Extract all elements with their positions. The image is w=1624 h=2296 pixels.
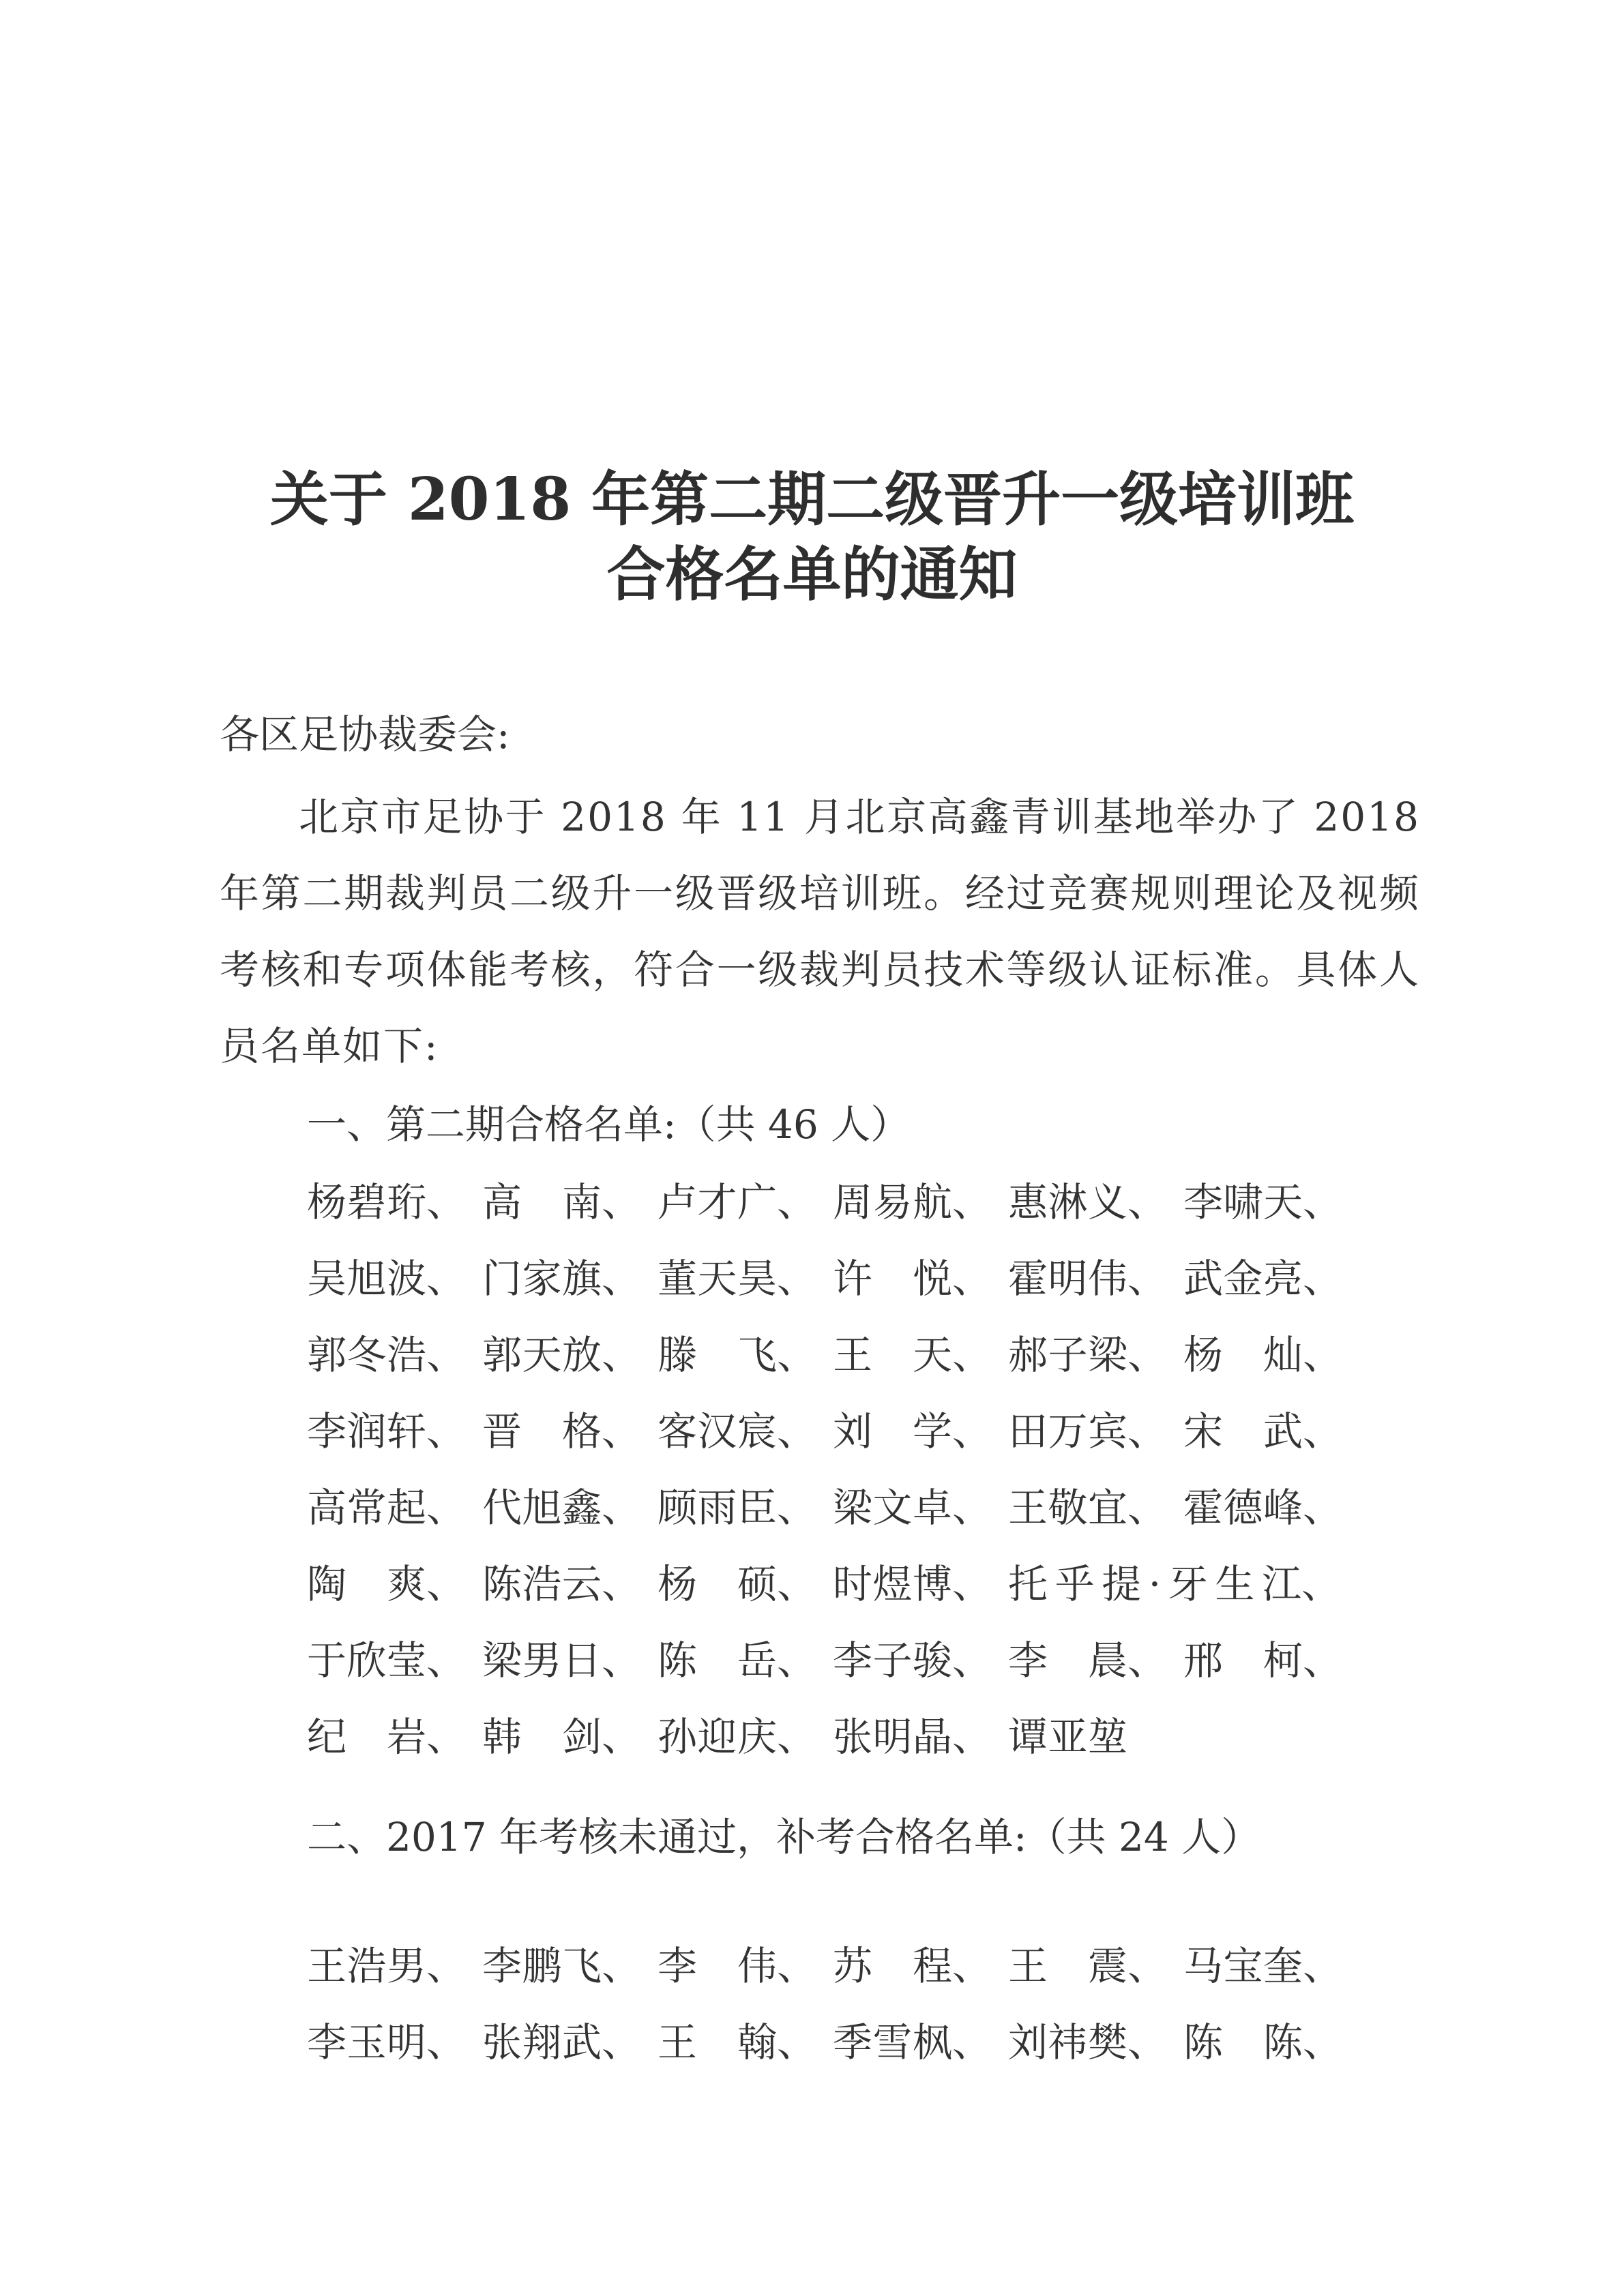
name-separator: 、 — [426, 1561, 467, 1607]
name-separator: 、 — [602, 1179, 642, 1225]
name-row — [307, 1619, 1398, 1695]
name-separator: 、 — [952, 2019, 992, 2066]
name-separator: 、 — [426, 1485, 467, 1531]
name-separator: 、 — [777, 2019, 817, 2066]
name-separator: 、 — [777, 1637, 817, 1684]
person-name: 客汉宸 — [658, 1408, 777, 1455]
name-separator: 、 — [952, 1637, 992, 1684]
person-name: 吴旭波 — [307, 1255, 426, 1302]
name-separator: 、 — [952, 1332, 992, 1378]
person-name: 邢 柯 — [1183, 1637, 1303, 1684]
name-separator: 、 — [602, 1408, 642, 1455]
name-separator: 、 — [1303, 1179, 1343, 1225]
name-separator: 、 — [1127, 1408, 1168, 1455]
name-separator: 、 — [602, 1332, 642, 1378]
document-title-line-2: 合格名单的通知 — [606, 540, 1018, 609]
person-name: 王敬宜 — [1008, 1485, 1127, 1531]
name-separator: 、 — [602, 1943, 642, 1989]
name-row — [307, 1161, 1398, 1237]
person-name: 董天昊 — [658, 1255, 777, 1302]
person-name: 霍德峰 — [1183, 1485, 1303, 1531]
name-separator: 、 — [1127, 1179, 1168, 1225]
person-name: 梁男日 — [482, 1637, 602, 1684]
person-name: 陈浩云 — [482, 1561, 602, 1607]
person-name: 李润轩 — [307, 1408, 426, 1455]
person-name: 李玉明 — [307, 2019, 426, 2066]
name-row — [307, 1237, 1398, 1313]
name-separator: 、 — [1127, 1485, 1168, 1531]
name-separator: 、 — [952, 1485, 992, 1531]
name-separator: 、 — [426, 1714, 467, 1760]
name-separator: 、 — [1127, 1943, 1168, 1989]
person-name: 武金亮 — [1183, 1255, 1303, 1302]
person-name: 张翔武 — [482, 2019, 602, 2066]
person-name: 李子骏 — [833, 1637, 952, 1684]
name-separator: 、 — [777, 1561, 817, 1607]
person-name: 托乎提·牙生江 — [1008, 1561, 1301, 1607]
person-name: 代旭鑫 — [482, 1485, 602, 1531]
person-name: 霍明伟 — [1008, 1255, 1127, 1302]
name-separator: 、 — [426, 2019, 467, 2066]
person-name: 谭亚堃 — [1008, 1714, 1127, 1760]
section2-name-list — [307, 1924, 1398, 2077]
person-name: 郭冬浩 — [307, 1332, 426, 1378]
name-separator: 、 — [1303, 1255, 1343, 1302]
person-name: 张明晶 — [833, 1714, 952, 1760]
name-separator: 、 — [1301, 1561, 1342, 1607]
name-separator: 、 — [777, 1255, 817, 1302]
name-row — [307, 1466, 1398, 1542]
person-name: 门家旗 — [482, 1255, 602, 1302]
name-row — [307, 2001, 1398, 2077]
person-name: 高 南 — [482, 1179, 602, 1225]
person-name: 陈 陈 — [1183, 2019, 1303, 2066]
person-name: 李 伟 — [658, 1943, 777, 1989]
name-separator: 、 — [777, 1485, 817, 1531]
name-separator: 、 — [602, 2019, 642, 2066]
person-name: 梁文卓 — [833, 1485, 952, 1531]
person-name: 高常起 — [307, 1485, 426, 1531]
name-separator: 、 — [952, 1255, 992, 1302]
person-name: 晋 格 — [482, 1408, 602, 1455]
person-name: 陈 岳 — [658, 1637, 777, 1684]
name-separator: 、 — [426, 1332, 467, 1378]
name-separator: 、 — [1303, 2019, 1343, 2066]
person-name: 季雪枫 — [833, 2019, 952, 2066]
person-name: 宋 武 — [1183, 1408, 1303, 1455]
name-separator: 、 — [426, 1408, 467, 1455]
person-name: 卢才广 — [658, 1179, 777, 1225]
person-name: 陶 爽 — [307, 1561, 426, 1607]
body-paragraph: 北京市足协于 2018 年 11 月北京高鑫青训基地举办了 2018 年第二期裁判员二级升一级晋级培训班。经过竞赛规则理论及视频考核和专项体能考核，符合一级裁判员技术等级认证标准。具体人员名单如下: — [220, 794, 1420, 1069]
name-separator: 、 — [1303, 1408, 1343, 1455]
name-separator: 、 — [1127, 2019, 1168, 2066]
name-separator: 、 — [426, 1637, 467, 1684]
person-name: 顾雨臣 — [658, 1485, 777, 1531]
person-name: 马宝奎 — [1183, 1943, 1303, 1989]
person-name: 王浩男 — [307, 1943, 426, 1989]
name-separator: 、 — [777, 1179, 817, 1225]
person-name: 韩 剑 — [482, 1714, 602, 1760]
person-name: 滕 飞 — [658, 1332, 777, 1378]
name-separator: 、 — [1303, 1485, 1343, 1531]
section1-name-list — [307, 1161, 1398, 1772]
person-name: 郭天放 — [482, 1332, 602, 1378]
person-name: 王 翰 — [658, 2019, 777, 2066]
name-row — [307, 1313, 1398, 1390]
person-name: 纪 岩 — [307, 1714, 426, 1760]
name-separator: 、 — [426, 1255, 467, 1302]
name-row — [307, 1924, 1398, 2001]
name-separator: 、 — [952, 1943, 992, 1989]
person-name: 惠淋义 — [1008, 1179, 1127, 1225]
name-separator: 、 — [952, 1179, 992, 1225]
name-separator: 、 — [602, 1561, 642, 1607]
name-separator: 、 — [777, 1332, 817, 1378]
salutation: 各区足协裁委会: — [220, 711, 510, 758]
name-separator: 、 — [602, 1255, 642, 1302]
name-separator: 、 — [1127, 1332, 1168, 1378]
name-separator: 、 — [1303, 1637, 1343, 1684]
name-row — [307, 1695, 1398, 1772]
name-separator: 、 — [602, 1485, 642, 1531]
person-name: 杨 硕 — [658, 1561, 777, 1607]
person-name: 杨碧珩 — [307, 1179, 426, 1225]
name-separator: 、 — [426, 1179, 467, 1225]
person-name: 杨 灿 — [1183, 1332, 1303, 1378]
name-separator: 、 — [1303, 1332, 1343, 1378]
person-name: 于欣莹 — [307, 1637, 426, 1684]
name-separator: 、 — [602, 1714, 642, 1760]
person-name: 周易航 — [833, 1179, 952, 1225]
person-name: 王 震 — [1008, 1943, 1127, 1989]
name-separator: 、 — [426, 1943, 467, 1989]
name-separator: 、 — [777, 1943, 817, 1989]
name-separator: 、 — [777, 1714, 817, 1760]
person-name: 刘祎樊 — [1008, 2019, 1127, 2066]
name-separator: 、 — [1303, 1943, 1343, 1989]
name-row — [307, 1390, 1398, 1466]
person-name: 时煜博 — [833, 1561, 952, 1607]
name-separator: 、 — [602, 1637, 642, 1684]
name-separator: 、 — [777, 1408, 817, 1455]
person-name: 王 天 — [833, 1332, 952, 1378]
person-name: 田万宾 — [1008, 1408, 1127, 1455]
section2-heading: 二、2017 年考核未通过，补考合格名单:（共 24 人） — [307, 1814, 1261, 1860]
name-separator: 、 — [1127, 1637, 1168, 1684]
name-separator: 、 — [1127, 1255, 1168, 1302]
person-name: 李啸天 — [1183, 1179, 1303, 1225]
name-separator: 、 — [952, 1714, 992, 1760]
document-title-line-1: 关于 2018 年第二期二级晋升一级培训班 — [269, 465, 1355, 534]
name-separator: 、 — [952, 1408, 992, 1455]
person-name: 刘 学 — [833, 1408, 952, 1455]
name-row — [307, 1542, 1398, 1619]
person-name: 郝子梁 — [1008, 1332, 1127, 1378]
name-separator: 、 — [952, 1561, 992, 1607]
person-name: 孙迎庆 — [658, 1714, 777, 1760]
section1-heading: 一、第二期合格名单:（共 46 人） — [307, 1101, 911, 1148]
person-name: 许 悦 — [833, 1255, 952, 1302]
person-name: 李 晨 — [1008, 1637, 1127, 1684]
person-name: 李鹏飞 — [482, 1943, 602, 1989]
person-name: 苏 程 — [833, 1943, 952, 1989]
